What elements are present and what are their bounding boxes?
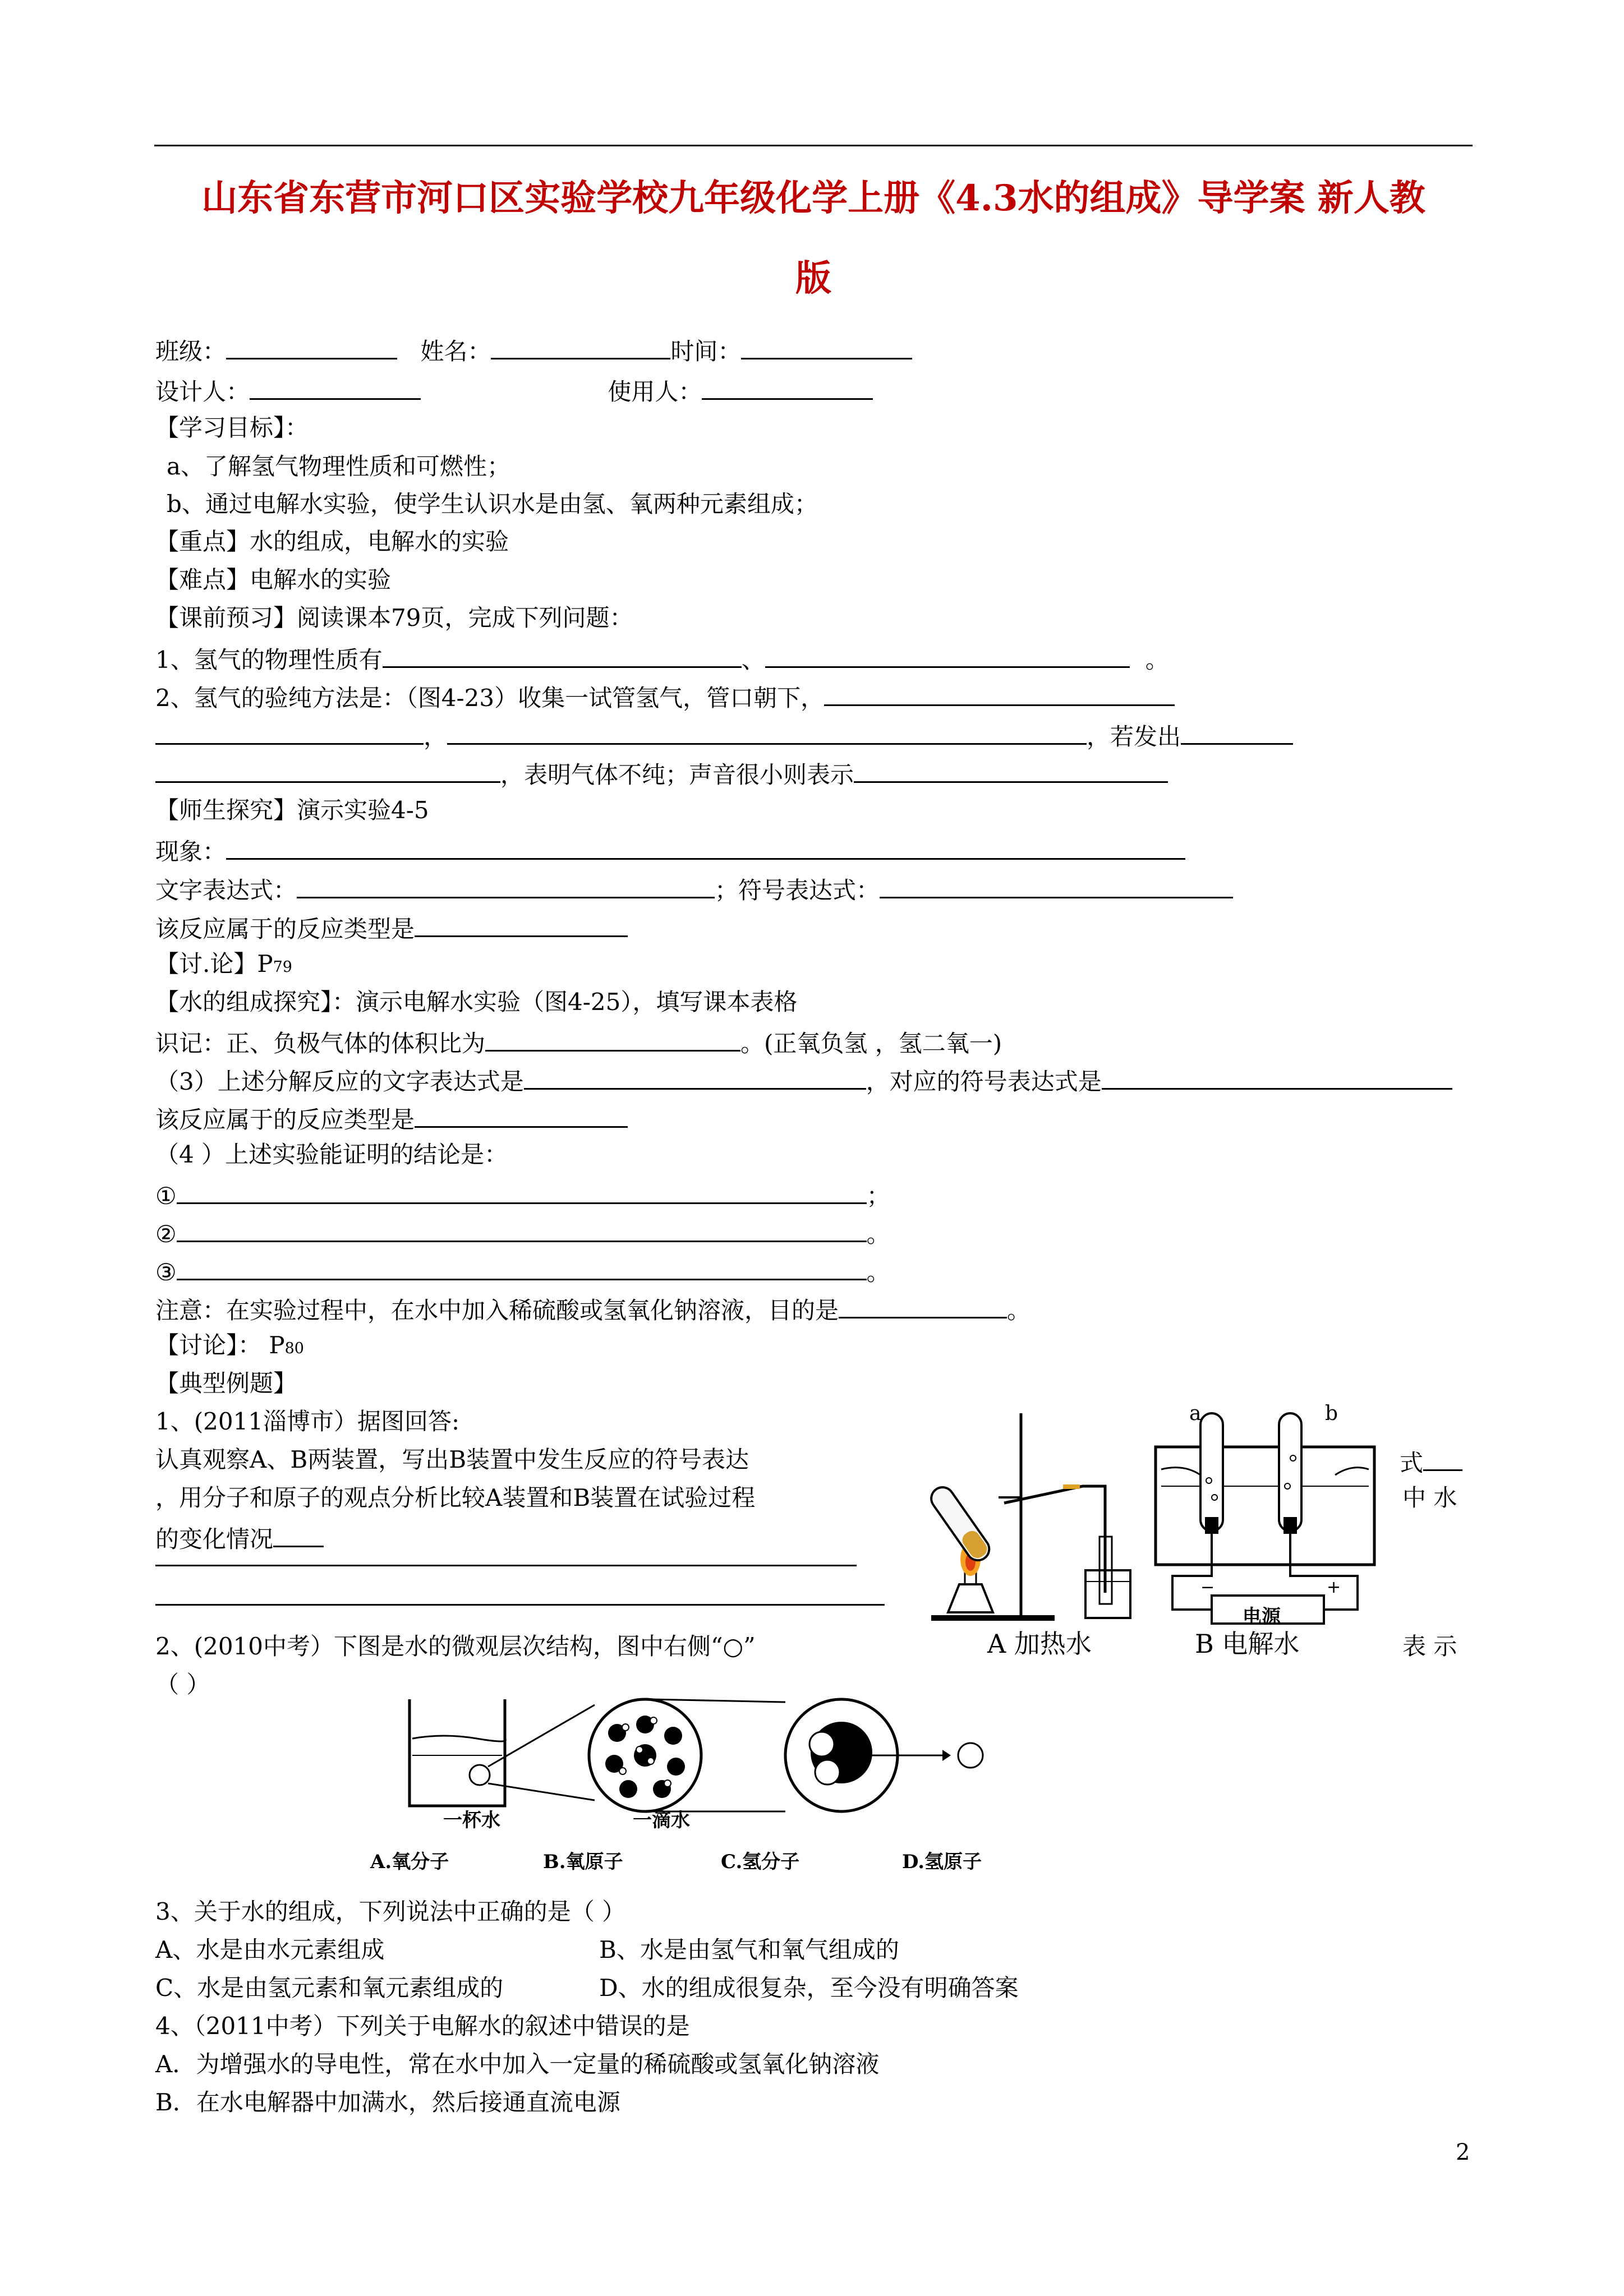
objective-a: a、了解氢气物理性质和可燃性； [167, 453, 511, 480]
preview-q2-cont2 [155, 760, 1168, 787]
q3-symbol-text: ，对应的符号表达式是 [866, 1068, 1102, 1095]
header-row-2 [155, 377, 873, 404]
minus-sign: − [1200, 1578, 1215, 1597]
q1-sep: 、 [741, 646, 765, 674]
user-label: 使用人： [608, 378, 702, 405]
header-row-1 [155, 336, 912, 363]
discuss-79 [155, 952, 292, 979]
e1-line4 [155, 1524, 324, 1551]
c1-mark: ① [155, 1182, 177, 1210]
option-d-hydrogen-atom: D.氢原子 [902, 1851, 982, 1873]
q2-ifsound: ，若发出 [1087, 723, 1181, 750]
difficulty: 【难点】电解水的实验 [155, 566, 392, 593]
q3-blank-1[interactable] [524, 1067, 866, 1090]
note-text: 注意：在实验过程中，在水中加入稀硫酸或氢氧化钠溶液，目的是 [155, 1297, 839, 1324]
power-label: 电源 [1243, 1606, 1281, 1628]
q3-type-blank[interactable] [415, 1105, 628, 1128]
discuss-80 [155, 1331, 304, 1361]
conclusion-1 [155, 1181, 890, 1208]
q2-blank-5[interactable] [155, 760, 500, 783]
page-title-line1: 山东省东营市河口区实验学校九年级化学上册《4.3水的组成》导学案 新人教 [201, 177, 1425, 219]
e1-right-blank[interactable] [1423, 1448, 1462, 1471]
explore-heading: 【师生探究】演示实验4-5 [155, 796, 429, 824]
objective-b: b、通过电解水实验，使学生认识水是由氢、氧两种元素组成； [167, 490, 818, 518]
top-rule [154, 145, 1473, 146]
q2-blank-3[interactable] [447, 722, 1087, 745]
e4-stem: 4、（2011中考）下列关于电解水的叙述中错误的是 [155, 2012, 690, 2040]
plus-sign: + [1327, 1578, 1341, 1597]
memo-tail: 。(正氧负氢 ，氢二氧一) [740, 1030, 1002, 1057]
q2-blank-4[interactable] [1181, 722, 1293, 745]
phenomenon-label: 现象： [155, 838, 227, 865]
q2-text: 2、氢气的验纯方法是：（图4-23）收集一试管氢气，管口朝下， [155, 684, 825, 712]
e1-blank-1[interactable] [273, 1524, 324, 1547]
q1-text: 1、氢气的物理性质有 [155, 646, 383, 674]
examples-heading: 【典型例题】 [155, 1370, 297, 1397]
word-expr-label: 文字表达式： [155, 877, 297, 904]
discuss-79-text: 【讨.论】P [155, 950, 273, 978]
apparatus-figure [920, 1402, 1391, 1626]
drop-label: 一滴水 [633, 1809, 690, 1832]
q3-blank-2[interactable] [1102, 1067, 1452, 1090]
caption-a: A 加热水 [987, 1629, 1092, 1659]
q1-blank-1[interactable] [383, 645, 742, 668]
e1-right1 [1400, 1448, 1462, 1475]
q2-impure: ，表明气体不纯；声音很小则表示 [500, 761, 854, 789]
name-blank[interactable] [491, 336, 670, 359]
note-end: 。 [1007, 1297, 1031, 1324]
c3-mark: ③ [155, 1258, 177, 1286]
water-q4: （4 ）上述实验能证明的结论是： [155, 1141, 508, 1168]
phenomenon-blank[interactable] [226, 837, 1185, 860]
page-title-line2: 版 [795, 257, 831, 299]
e4-option-a: A．为增强水的导电性，常在水中加入一定量的稀硫酸或氢氧化钠溶液 [155, 2050, 880, 2078]
e1-right1-text: 式 [1400, 1449, 1424, 1477]
discuss-80-text: 【讨论】： P [155, 1331, 285, 1359]
q2-blank-2[interactable] [155, 722, 424, 745]
preview-q1 [155, 645, 1169, 672]
designer-label: 设计人： [155, 378, 250, 405]
option-c-hydrogen-molecule: C.氢分子 [721, 1851, 800, 1873]
preview-q2-cont [155, 722, 1293, 749]
e1-right2: 中 水 [1402, 1484, 1457, 1511]
key-point: 【重点】水的组成，电解水的实验 [155, 528, 509, 555]
q1-end: 。 [1145, 646, 1169, 674]
tube-a-label: a [1189, 1402, 1202, 1425]
conclusion-2 [155, 1219, 890, 1246]
water-q3 [155, 1067, 1452, 1094]
water-memo [155, 1029, 1002, 1055]
e3-option-b: B、水是由氢气和氧气组成的 [599, 1936, 899, 1963]
time-blank[interactable] [741, 336, 912, 359]
q3-text: （3）上述分解反应的文字表达式是 [155, 1068, 524, 1095]
c1-end: ； [866, 1182, 890, 1210]
c3-end: 。 [866, 1258, 890, 1286]
time-label: 时间： [670, 338, 742, 365]
e2-line1: 2、(2010中考）下图是水的微观层次结构，图中右侧“○” [155, 1633, 756, 1660]
c2-end: 。 [866, 1220, 890, 1248]
e3-stem: 3、关于水的组成，下列说法中正确的是（ ） [155, 1898, 626, 1925]
option-a-oxygen-molecule: A.氧分子 [370, 1851, 449, 1873]
memo-text: 识记：正、负极气体的体积比为 [155, 1030, 486, 1057]
e3-option-c: C、水是由氢元素和氧元素组成的 [155, 1974, 504, 2002]
word-expr-blank[interactable] [297, 875, 715, 898]
water-note [155, 1295, 1030, 1322]
user-blank[interactable] [702, 377, 873, 400]
note-blank[interactable] [839, 1295, 1007, 1318]
e1-right3: 表 示 [1402, 1633, 1457, 1660]
e1-line4-text: 的变化情况 [155, 1525, 274, 1553]
e3-option-a: A、水是由水元素组成 [155, 1936, 385, 1963]
option-b-oxygen-atom: B.氧原子 [543, 1851, 623, 1873]
e1-blank-3[interactable] [155, 1604, 885, 1606]
q3-type-label: 该反应属于的反应类型是 [155, 1106, 415, 1133]
symbol-expr-label: ；符号表达式： [715, 877, 880, 904]
e2-line2: （ ） [155, 1671, 210, 1698]
caption-b: B 电解水 [1195, 1629, 1300, 1659]
discuss-79-sub: 79 [273, 958, 292, 976]
q2-comma: ， [424, 723, 448, 750]
symbol-expr-blank[interactable] [880, 875, 1233, 898]
water-heading: 【水的组成探究】：演示电解水实验（图4-25），填写课本表格 [155, 988, 798, 1016]
conclusion-3 [155, 1257, 890, 1284]
explore-reaction-type [155, 914, 628, 941]
preview-q2 [155, 683, 1175, 710]
e1-line3: ，用分子和原子的观点分析比较A装置和B装置在试验过程 [155, 1484, 756, 1511]
water-q3-type [155, 1105, 628, 1132]
q2-blank-6[interactable] [854, 760, 1168, 783]
e1-line2: 认真观察A、B两装置，写出B装置中发生反应的符号表达 [155, 1446, 749, 1473]
e4-option-b: B．在水电解器中加满水，然后接通直流电源 [155, 2088, 620, 2116]
q2-blank-1[interactable] [824, 683, 1175, 706]
reaction-type-blank[interactable] [415, 914, 628, 937]
class-blank[interactable] [226, 336, 397, 359]
c3-blank[interactable] [177, 1257, 867, 1280]
c2-blank[interactable] [177, 1219, 867, 1242]
cup-label: 一杯水 [443, 1809, 500, 1832]
discuss-80-sub: 80 [284, 1340, 304, 1357]
c2-mark: ② [155, 1220, 177, 1248]
q1-blank-2[interactable] [765, 645, 1130, 668]
e1-line1: 1、(2011淄博市）据图回答: [155, 1408, 460, 1435]
c1-blank[interactable] [177, 1181, 867, 1204]
explore-expressions [155, 875, 1233, 902]
name-label: 姓名： [420, 338, 491, 365]
e3-option-d: D、水的组成很复杂，至今没有明确答案 [599, 1974, 1019, 2002]
designer-blank[interactable] [250, 377, 421, 400]
explore-phenomenon [155, 837, 1185, 864]
e1-blank-2[interactable] [155, 1565, 857, 1566]
objectives-heading: 【学习目标】： [155, 414, 309, 441]
reaction-type-label: 该反应属于的反应类型是 [155, 915, 415, 943]
preview-heading: 【课前预习】阅读课本79页，完成下列问题： [155, 604, 633, 631]
page-number: 2 [1456, 2140, 1470, 2165]
memo-blank[interactable] [485, 1029, 740, 1052]
tube-b-label: b [1325, 1402, 1338, 1425]
class-label: 班级： [155, 338, 227, 365]
